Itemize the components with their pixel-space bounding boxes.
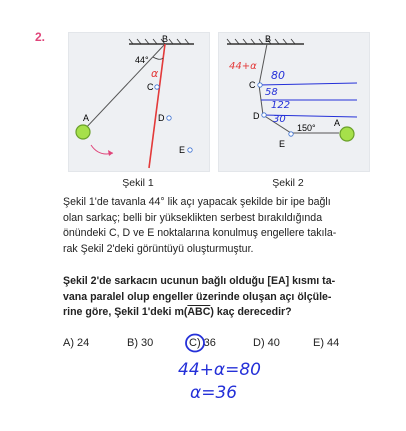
figure-2 <box>218 32 370 172</box>
figure-1-caption: Şekil 1 <box>122 177 154 189</box>
point-e-label: E <box>179 145 186 155</box>
handwritten-44-alpha: 44+α <box>229 61 257 72</box>
point-d-label-2: D <box>253 111 260 121</box>
choice-c-circle <box>184 333 206 355</box>
handwritten-58: 58 <box>265 87 278 98</box>
point-b-label-2: B <box>265 34 272 44</box>
paragraph-line: olan sarkaç; belli bir yükseklikten serbest bırakıldığında <box>63 211 323 224</box>
question-number: 2. <box>35 30 46 44</box>
point-e-marker <box>188 148 192 152</box>
pendulum-bob <box>76 125 90 139</box>
figure-1-drawing <box>69 33 209 171</box>
handwritten-30: 30 <box>273 114 286 125</box>
point-d-marker-2 <box>262 113 266 117</box>
angle-label: 44° <box>135 55 149 65</box>
point-d-label: D <box>158 113 165 123</box>
point-c-label-2: C <box>249 80 256 90</box>
prompt-line: vana paralel olup engeller üzerinde oluşan açı ölçüle- <box>63 290 332 303</box>
alpha-mark: α <box>151 67 159 80</box>
point-c-label: C <box>147 82 154 92</box>
point-c-marker <box>155 85 159 89</box>
question-paragraph <box>63 195 381 257</box>
choice-e[interactable]: E) 44 <box>313 337 340 349</box>
choice-d[interactable]: D) 40 <box>253 337 280 349</box>
paragraph-line: Şekil 1'de tavanla 44° lik açı yapacak şekilde bir ipe bağlı <box>63 196 331 208</box>
handwritten-122: 122 <box>271 100 291 111</box>
prompt-prefix: rine göre, Şekil 1'deki m( <box>63 306 188 318</box>
choice-b[interactable]: B) 30 <box>127 337 154 349</box>
figures-area <box>68 32 378 172</box>
prompt-arc: $\overline{ABC}$ <box>187 306 211 318</box>
point-e-marker-2 <box>289 132 293 136</box>
point-b-label: B <box>162 34 169 44</box>
handwritten-line-1: 44+α=80 <box>178 360 261 380</box>
point-d-marker <box>167 116 171 120</box>
choice-a[interactable]: A) 24 <box>63 337 90 349</box>
point-e-label-2: E <box>279 139 286 149</box>
figure-2-caption: Şekil 2 <box>272 177 304 189</box>
pendulum-bob-2 <box>340 127 354 141</box>
paragraph-line: rak Şekil 2'deki görüntüyü oluşturmuştur. <box>63 242 254 255</box>
paragraph-line: önündeki C, D ve E noktalarına konulmuş engellere takıla- <box>63 227 337 239</box>
angle-arc <box>153 57 163 59</box>
prompt-line-last <box>63 305 381 321</box>
question-prompt <box>63 274 381 321</box>
figure-2-drawing <box>219 33 369 171</box>
choice-c[interactable]: C) 36 <box>189 337 216 349</box>
point-c-marker-2 <box>258 83 262 87</box>
point-a-label: A <box>83 113 90 123</box>
point-a-label-2: A <box>334 118 341 128</box>
prompt-line: Şekil 2'de sarkacın ucunun bağlı olduğu [EA] kısmı ta- <box>63 275 336 287</box>
red-line <box>149 44 165 168</box>
prompt-suffix: ) kaç derecedir? <box>210 306 292 318</box>
angle-150-label: 150° <box>297 123 316 133</box>
swing-arrow-head <box>108 150 113 156</box>
figure-1 <box>68 32 210 172</box>
handwritten-80: 80 <box>271 69 285 82</box>
handwritten-line-2: α=36 <box>190 383 238 403</box>
